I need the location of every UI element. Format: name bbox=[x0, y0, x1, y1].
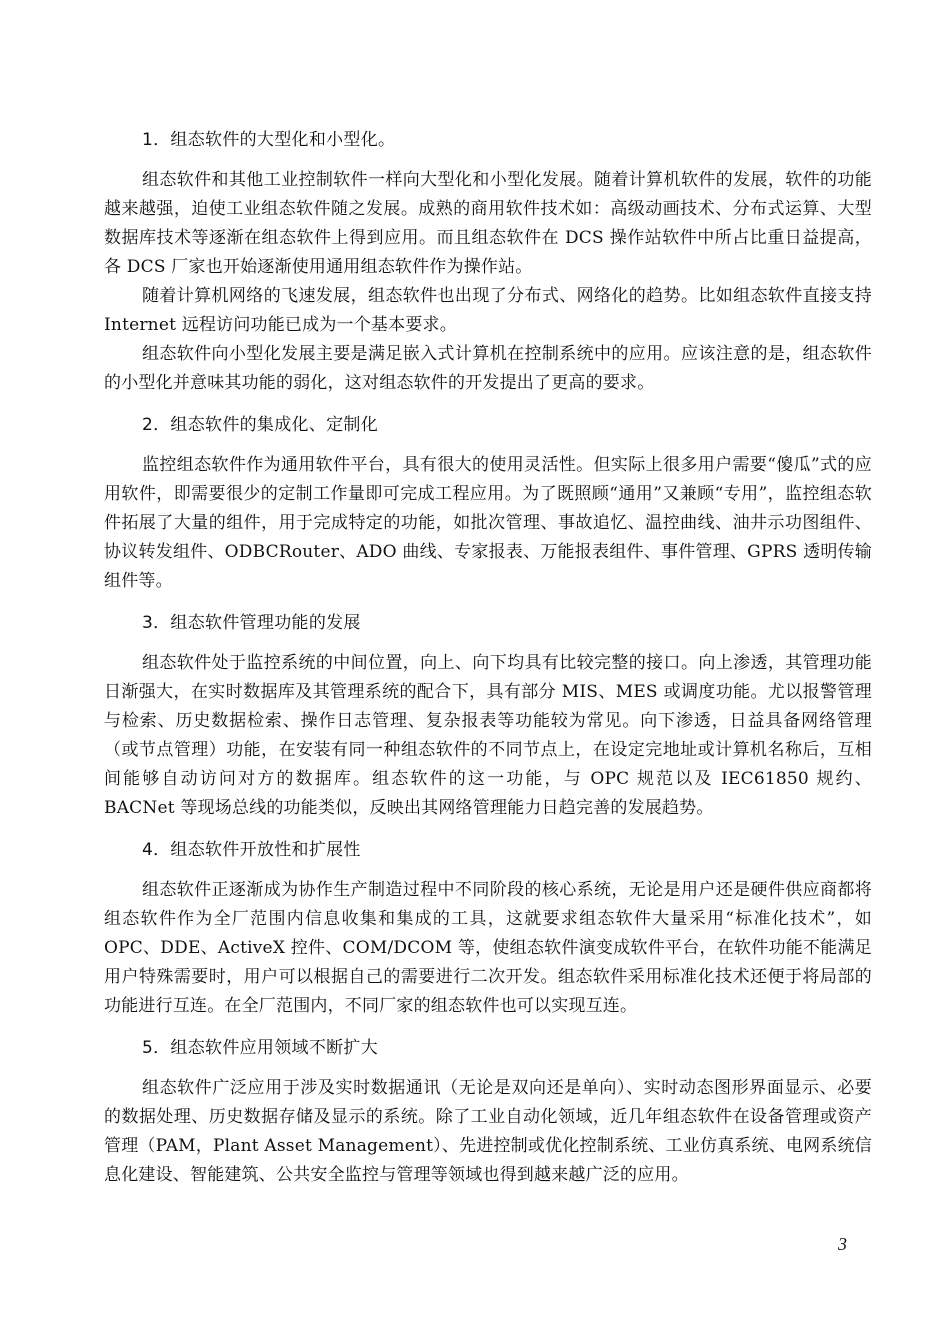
paragraph: 随着计算机网络的飞速发展，组态软件也出现了分布式、网络化的趋势。比如组态软件直接支持 Internet 远程访问功能已成为一个基本要求。 bbox=[104, 286, 872, 335]
paragraph: 组态软件和其他工业控制软件一样向大型化和小型化发展。随着计算机软件的发展，软件的功能越来越强，迫使工业组态软件随之发展。成熟的商用软件技术如：高级动画技术、分布式运算、大型数据库技术等逐渐在组态软件上得到应用。而且组态软件在 DCS 操作站软件中所占比重日益提高，各 DCS 厂家也开始逐渐使用通用组态软件作为操作站。 bbox=[104, 170, 872, 277]
section-heading: 2．组态软件的集成化、定制化 bbox=[142, 415, 379, 435]
section-heading: 3．组态软件管理功能的发展 bbox=[142, 613, 361, 633]
section-heading: 1．组态软件的大型化和小型化。 bbox=[142, 130, 396, 150]
paragraph: 组态软件正逐渐成为协作生产制造过程中不同阶段的核心系统，无论是用户还是硬件供应商都将组态软件作为全厂范围内信息收集和集成的工具，这就要求组态软件大量采用“标准化技术”，如 OPC、DDE、ActiveX 控件、COM/DCOM 等，使组态软件演变成软件平台，在软件功能不能满足用户特殊需要时，用户可以根据自己的需要进行二次开发。组态软件采用标准化技术还便于将局部的功能进行互连。在全厂范围内，不同厂家的组态软件也可以实现互连。 bbox=[104, 880, 872, 1016]
paragraph: 监控组态软件作为通用软件平台，具有很大的使用灵活性。但实际上很多用户需要“傻瓜”式的应用软件，即需要很少的定制工作量即可完成工程应用。为了既照顾“通用”又兼顾“专用”，监控组态软件拓展了大量的组件，用于完成特定的功能，如批次管理、事故追忆、温控曲线、油井示功图组件、协议转发组件、ODBCRouter、ADO 曲线、专家报表、万能报表组件、事件管理、GPRS 透明传输组件等。 bbox=[104, 455, 872, 591]
paragraph: 组态软件处于监控系统的中间位置，向上、向下均具有比较完整的接口。向上渗透，其管理功能日渐强大，在实时数据库及其管理系统的配合下，具有部分 MIS、MES 或调度功能。尤以报警管理与检索、历史数据检索、操作日志管理、复杂报表等功能较为常见。向下渗透，日益具备网络管理（或节点管理）功能，在安装有同一种组态软件的不同节点上，在设定完地址或计算机名称后，互相间能够自动访问对方的数据库。组态软件的这一功能，与 OPC 规范以及 IEC61850 规约、BACNet 等现场总线的功能类似，反映出其网络管理能力日趋完善的发展趋势。 bbox=[104, 653, 872, 818]
document-body bbox=[104, 125, 872, 1202]
section-heading: 5．组态软件应用领域不断扩大 bbox=[142, 1038, 379, 1058]
page-number: 3 bbox=[838, 1234, 847, 1254]
section-2 bbox=[104, 410, 872, 596]
section-heading: 4．组态软件开放性和扩展性 bbox=[142, 840, 361, 860]
section-1 bbox=[104, 125, 872, 398]
section-4 bbox=[104, 835, 872, 1021]
section-3 bbox=[104, 608, 872, 823]
paragraph: 组态软件向小型化发展主要是满足嵌入式计算机在控制系统中的应用。应该注意的是，组态软件的小型化并意味其功能的弱化，这对组态软件的开发提出了更高的要求。 bbox=[104, 344, 872, 393]
section-5 bbox=[104, 1033, 872, 1190]
paragraph: 组态软件广泛应用于涉及实时数据通讯（无论是双向还是单向）、实时动态图形界面显示、必要的数据处理、历史数据存储及显示的系统。除了工业自动化领域，近几年组态软件在设备管理或资产管理（PAM，Plant Asset Management）、先进控制或优化控制系统、工业仿真系统、电网系统信息化建设、智能建筑、公共安全监控与管理等领域也得到越来越广泛的应用。 bbox=[104, 1078, 872, 1185]
